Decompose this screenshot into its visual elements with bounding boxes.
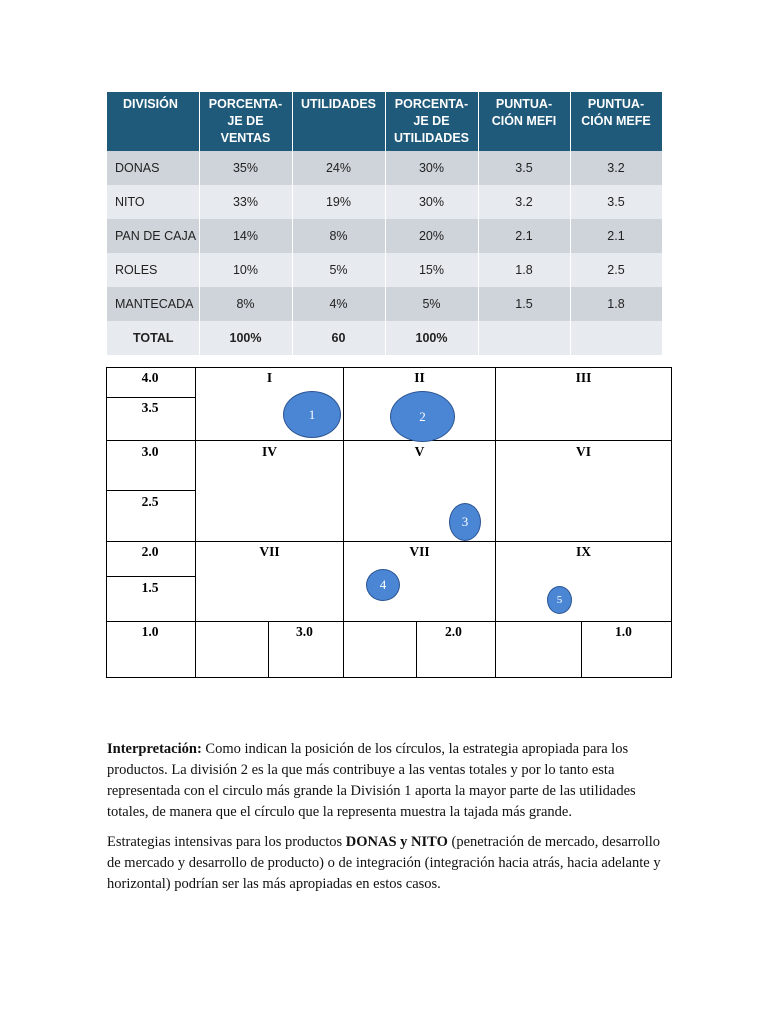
table-cell: 60 bbox=[292, 321, 385, 355]
table-cell: PAN DE CAJA bbox=[107, 219, 199, 253]
ie-matrix bbox=[106, 367, 672, 678]
division-summary-table bbox=[107, 92, 663, 355]
table-cell: DONAS bbox=[107, 151, 199, 185]
table-row bbox=[107, 253, 662, 287]
matrix-divider bbox=[106, 621, 672, 622]
table-row bbox=[107, 219, 662, 253]
header-porcentaje-ventas: PORCENTA- JE DE VENTAS bbox=[199, 92, 292, 151]
table-cell: 14% bbox=[199, 219, 292, 253]
table-cell: 35% bbox=[199, 151, 292, 185]
matrix-divider bbox=[106, 397, 195, 398]
table-total-row bbox=[107, 321, 662, 355]
interpretation-paragraph bbox=[107, 739, 667, 823]
header-division: DIVISIÓN bbox=[107, 92, 199, 151]
header-porcentaje-utilidades: PORCENTA- JE DE UTILIDADES bbox=[385, 92, 478, 151]
division-bubble-4: 4 bbox=[366, 569, 400, 601]
table-cell: 3.5 bbox=[478, 151, 570, 185]
matrix-divider bbox=[106, 490, 195, 491]
matrix-y-label: 3.5 bbox=[141, 400, 159, 415]
interpretation-label: Interpretación: bbox=[107, 741, 202, 757]
table-cell: 100% bbox=[199, 321, 292, 355]
table-cell bbox=[478, 321, 570, 355]
quadrant-label: II bbox=[414, 370, 425, 385]
table-header-row bbox=[107, 92, 662, 151]
strategies-paragraph bbox=[107, 832, 667, 895]
matrix-divider bbox=[495, 367, 496, 678]
division-bubble-3: 3 bbox=[449, 503, 481, 541]
quadrant-label: IX bbox=[575, 544, 591, 559]
quadrant-label: III bbox=[575, 370, 592, 385]
table-cell: 1.8 bbox=[478, 253, 570, 287]
matrix-y-label: 2.5 bbox=[141, 494, 159, 509]
matrix-divider bbox=[195, 367, 196, 678]
table-row bbox=[107, 185, 662, 219]
table-cell: 5% bbox=[385, 287, 478, 321]
quadrant-label: V bbox=[414, 444, 425, 459]
header-puntuacion-mefi: PUNTUA- CIÓN MEFI bbox=[478, 92, 570, 151]
matrix-divider bbox=[343, 367, 344, 678]
matrix-y-label: 1.0 bbox=[141, 624, 159, 639]
quadrant-label: VI bbox=[575, 444, 591, 459]
matrix-divider bbox=[581, 621, 582, 678]
table-row bbox=[107, 287, 662, 321]
division-bubble-1: 1 bbox=[283, 391, 341, 438]
table-cell: 5% bbox=[292, 253, 385, 287]
table-cell: 1.8 bbox=[570, 287, 662, 321]
matrix-x-label: 1.0 bbox=[615, 624, 632, 639]
quadrant-label: IV bbox=[261, 444, 277, 459]
table-cell: 10% bbox=[199, 253, 292, 287]
table-row bbox=[107, 151, 662, 185]
quadrant-label: VII bbox=[259, 544, 280, 559]
matrix-border-top bbox=[106, 367, 672, 368]
table-cell: MANTECADA bbox=[107, 287, 199, 321]
header-puntuacion-mefe: PUNTUA- CIÓN MEFE bbox=[570, 92, 662, 151]
quadrant-label: VII bbox=[409, 544, 430, 559]
table-cell: 1.5 bbox=[478, 287, 570, 321]
table-cell: 30% bbox=[385, 151, 478, 185]
matrix-divider bbox=[106, 440, 672, 441]
table-cell: 2.1 bbox=[570, 219, 662, 253]
matrix-x-label: 3.0 bbox=[296, 624, 313, 639]
table-cell: 3.2 bbox=[570, 151, 662, 185]
header-utilidades: UTILIDADES bbox=[292, 92, 385, 151]
table-cell: ROLES bbox=[107, 253, 199, 287]
table-cell: 2.5 bbox=[570, 253, 662, 287]
table-cell: 19% bbox=[292, 185, 385, 219]
table-cell: TOTAL bbox=[107, 321, 199, 355]
matrix-divider bbox=[106, 576, 195, 577]
matrix-x-label: 2.0 bbox=[445, 624, 462, 639]
table-cell: 30% bbox=[385, 185, 478, 219]
matrix-divider bbox=[268, 621, 269, 678]
matrix-divider bbox=[106, 541, 672, 542]
table-cell: 3.5 bbox=[570, 185, 662, 219]
table-cell: 3.2 bbox=[478, 185, 570, 219]
division-bubble-2: 2 bbox=[390, 391, 455, 442]
table-cell: 100% bbox=[385, 321, 478, 355]
matrix-y-label: 3.0 bbox=[141, 444, 159, 459]
matrix-border-right bbox=[671, 367, 672, 678]
matrix-y-label: 4.0 bbox=[141, 370, 159, 385]
table-cell: 33% bbox=[199, 185, 292, 219]
table-cell: 8% bbox=[292, 219, 385, 253]
table-cell: 8% bbox=[199, 287, 292, 321]
table-cell: 2.1 bbox=[478, 219, 570, 253]
strategies-products: DONAS y NITO bbox=[345, 834, 448, 850]
table-cell: 15% bbox=[385, 253, 478, 287]
table-cell: 4% bbox=[292, 287, 385, 321]
table-cell: NITO bbox=[107, 185, 199, 219]
table-cell: 20% bbox=[385, 219, 478, 253]
strategies-text: Estrategias intensivas para los productos bbox=[107, 834, 346, 850]
table-cell bbox=[570, 321, 662, 355]
table-cell: 24% bbox=[292, 151, 385, 185]
matrix-y-label: 1.5 bbox=[141, 580, 159, 595]
interpretation-body: Como indican la posición de los círculos, la estrategia apropiada para los productos. La división 2 es la que más contribuye a las ventas totales y por lo tanto esta representada con el circulo más grande la División 1 aporta la mayor parte de las utilidades totales, de manera que el círculo que la representa muestra la tajada más grande. bbox=[107, 741, 636, 820]
strategies-text-rest: (penetración de mercado, desarrollo de mercado y desarrollo de producto) o de integración (integración hacia atrás, hacia adelante y horizontal) podrían ser las más apropiadas en estos casos. bbox=[107, 834, 661, 892]
matrix-divider bbox=[416, 621, 417, 678]
division-bubble-5: 5 bbox=[547, 586, 572, 614]
matrix-y-label: 2.0 bbox=[141, 544, 159, 559]
matrix-border-bottom bbox=[106, 677, 672, 678]
quadrant-label: I bbox=[266, 370, 273, 385]
